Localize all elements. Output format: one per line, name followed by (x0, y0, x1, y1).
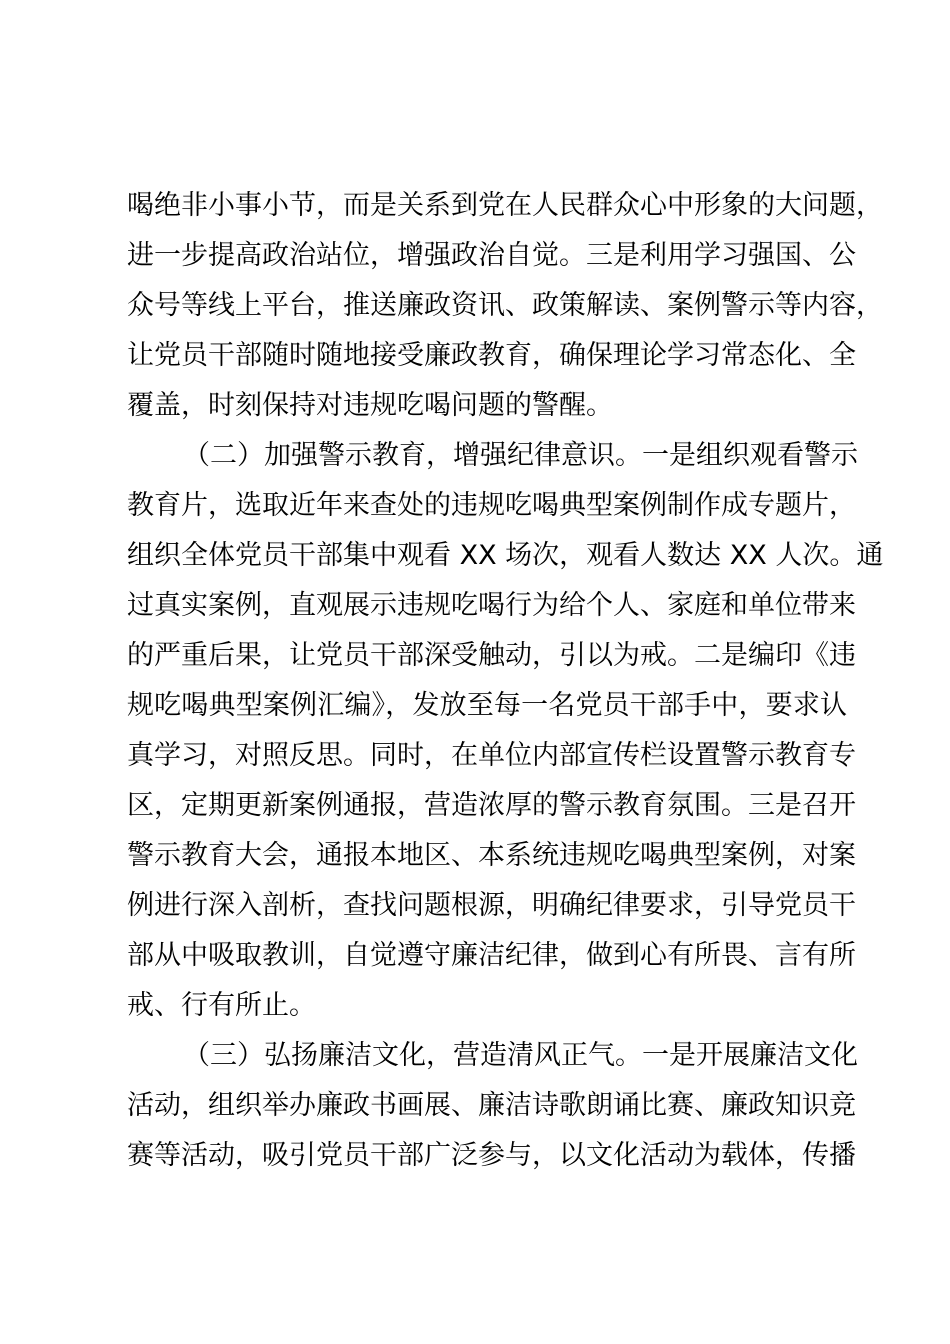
paragraph-heading-line: （二）加强警示教育，增强纪律意识。一是组织观看警示 (183, 440, 858, 471)
text-line: 赛等活动，吸引党员干部广泛参与，以文化活动为载体，传播 (127, 1140, 856, 1171)
text-line: 的严重后果，让党员干部深受触动，引以为戒。二是编印《违 (127, 640, 856, 671)
text-line: 覆盖，时刻保持对违规吃喝问题的警醒。 (127, 390, 613, 421)
text-line: 警示教育大会，通报本地区、本系统违规吃喝典型案例，对案 (127, 840, 856, 871)
text-line: 过真实案例，直观展示违规吃喝行为给个人、家庭和单位带来 (127, 590, 856, 621)
text-line: 真学习，对照反思。同时，在单位内部宣传栏设置警示教育专 (127, 740, 856, 771)
paragraph-heading-line: （三）弘扬廉洁文化，营造清风正气。一是开展廉洁文化 (183, 1040, 858, 1071)
text-line: 组织全体党员干部集中观看 XX 场次，观看人数达 XX 人次。通 (127, 540, 884, 571)
text-line: 例进行深入剖析，查找问题根源，明确纪律要求，引导党员干 (127, 890, 856, 921)
text-line: 活动，组织举办廉政书画展、廉洁诗歌朗诵比赛、廉政知识竞 (127, 1090, 856, 1121)
text-line: 戒、行有所止。 (127, 990, 316, 1021)
text-line: 部从中吸取教训，自觉遵守廉洁纪律，做到心有所畏、言有所 (127, 940, 856, 971)
text-line: 喝绝非小事小节，而是关系到党在人民群众心中形象的大问题， (127, 190, 883, 221)
text-line: 让党员干部随时随地接受廉政教育，确保理论学习常态化、全 (127, 340, 856, 371)
text-line: 区，定期更新案例通报，营造浓厚的警示教育氛围。三是召开 (127, 790, 856, 821)
text-line: 众号等线上平台，推送廉政资讯、政策解读、案例警示等内容， (127, 290, 883, 321)
text-line: 教育片，选取近年来查处的违规吃喝典型案例制作成专题片， (127, 490, 856, 521)
text-line: 规吃喝典型案例汇编》，发放至每一名党员干部手中，要求认 (127, 690, 847, 721)
text-line: 进一步提高政治站位，增强政治自觉。三是利用学习强国、公 (127, 240, 856, 271)
